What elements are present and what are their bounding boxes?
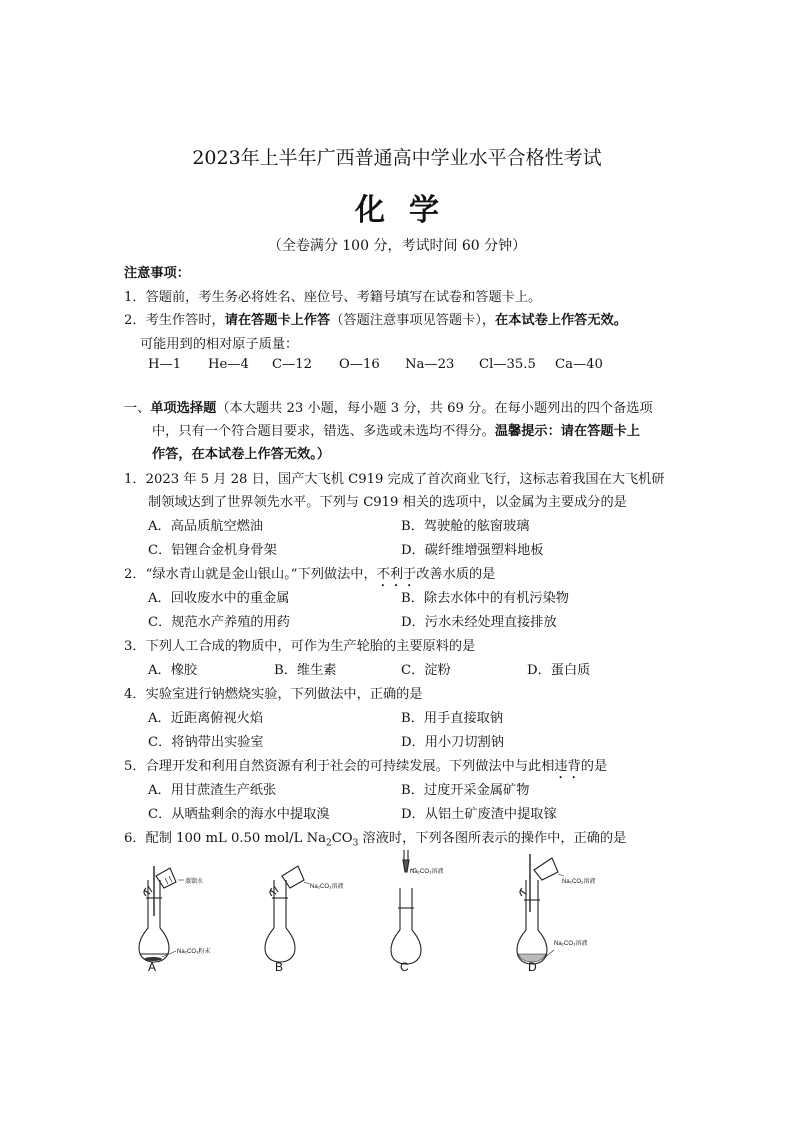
q1-stem-line1: 1．2023 年 5 月 28 日，国产大飞机 C919 完成了首次商业飞行，这标志着我国在大飞机研 — [124, 472, 665, 487]
section1-desc: （本大题共 23 小题，每小题 3 分，共 69 分。在每小题列出的四个备选项 — [216, 401, 653, 416]
section1-heading: 单项选择题 — [150, 401, 217, 416]
q5-stem — [124, 755, 607, 782]
figure-c-label-solution: Na₂CO₃溶液 — [410, 869, 444, 875]
section1-line1 — [124, 397, 653, 416]
q2-option-a: A．回收废水中的重金属 — [148, 591, 290, 606]
q1-option-a: A．高品质航空燃油 — [148, 519, 264, 534]
figure-d-label-solution-bottom: Na₂CO₃溶液 — [554, 941, 588, 947]
figure-b-label-solution: Na₂CO₃溶液 — [310, 884, 344, 890]
figure-a-label-water: 蒸馏水 — [185, 879, 204, 885]
q5-stem-emphasis: 违背 — [554, 759, 581, 774]
figure-b-flask-diagram — [258, 858, 358, 976]
exam-subtitle: （全卷满分 100 分，考试时间 60 分钟） — [267, 238, 527, 254]
figure-d-label-solution-top: Na₂CO₃溶液 — [562, 879, 596, 885]
q3-option-a: A．橡胶 — [148, 663, 198, 678]
q6-stem-b: CO — [331, 831, 353, 846]
figure-a-label-powder: Na₂CO₃粉末 — [177, 949, 211, 955]
section1-number: 一、 — [124, 401, 151, 416]
q6-stem-sub3: 3 — [352, 838, 359, 849]
q2-option-d: D．污水未经处理直接排放 — [401, 615, 557, 630]
atomic-mass-c: C—12 — [272, 357, 313, 372]
notice-item-2-d: 在本试卷上作答无效。 — [495, 313, 627, 328]
q1-option-b: B．驾驶舱的舷窗玻璃 — [401, 519, 530, 534]
atomic-mass-o: O—16 — [339, 357, 380, 372]
q2-stem — [124, 563, 495, 590]
q6-stem — [124, 827, 626, 849]
atomic-mass-h: H—1 — [148, 357, 182, 372]
q6-stem-a: 6．配制 100 mL 0.50 mol/L Na — [124, 831, 326, 846]
notice-heading: 注意事项： — [124, 266, 190, 281]
q4-option-d: D．用小刀切割钠 — [401, 735, 504, 750]
notice-item-2-b: 请在答题卡上作答 — [224, 313, 331, 328]
q3-stem: 3．下列人工合成的物质中，可作为生产轮胎的主要原料的是 — [124, 639, 476, 654]
q5-option-c: C．从晒盐剩余的海水中提取溴 — [148, 807, 330, 822]
exam-title: 2023年上半年广西普通高中学业水平合格性考试 — [192, 147, 602, 169]
figure-d-caption: D — [528, 960, 537, 974]
section1-line2 — [152, 420, 640, 439]
q4-stem: 4．实验室进行钠燃烧实验，下列做法中，正确的是 — [124, 687, 423, 702]
q4-option-c: C．将钠带出实验室 — [148, 735, 264, 750]
q4-option-b: B．用手直接取钠 — [401, 711, 504, 726]
q1-option-d: D．碳纤维增强塑料地板 — [401, 543, 544, 558]
q5-stem-a: 5．合理开发和利用自然资源有利于社会的可持续发展。下列做法中与此相 — [124, 759, 555, 774]
notice-item-1: 1．答题前，考生务必将姓名、座位号、考籍号填写在试卷和答题卡上。 — [124, 290, 542, 305]
section1-line3: 作答，在本试卷上作答无效。） — [152, 447, 331, 462]
figure-d-flask-diagram — [512, 850, 612, 976]
q1-stem-line2: 制领域达到了世界领先水平。下列与 C919 相关的选项中，以金属为主要成分的是 — [148, 495, 627, 510]
q5-option-b: B．过度开采金属矿物 — [401, 783, 530, 798]
q1-option-c: C．铝锂合金机身骨架 — [148, 543, 277, 558]
section1-tip: 温馨提示：请在答题卡上 — [494, 424, 640, 439]
q6-stem-c: 溶液时，下列各图所表示的操作中，正确的是 — [358, 831, 627, 846]
q5-option-d: D．从铝土矿废渣中提取镓 — [401, 807, 557, 822]
subject-title: 化学 — [355, 193, 463, 228]
notice-item-2-a: 2．考生作答时， — [124, 313, 225, 328]
q2-stem-emphasis: 不利于 — [376, 567, 417, 582]
q3-option-b: B．维生素 — [274, 663, 337, 678]
q5-option-a: A．用甘蔗渣生产纸张 — [148, 783, 277, 798]
section1-rule: 中，只有一个符合题目要求，错选、多选或未选均不得分。 — [152, 424, 495, 439]
q5-stem-b: 的是 — [580, 759, 608, 774]
atomic-mass-label: 可能用到的相对原子质量： — [140, 337, 299, 352]
atomic-mass-na: Na—23 — [405, 357, 455, 372]
figure-a-caption: A — [148, 960, 157, 974]
q2-stem-b: 改善水质的是 — [416, 567, 496, 582]
q6-stem-sub2: 2 — [325, 838, 332, 849]
figure-c-caption: C — [400, 960, 409, 974]
q2-option-c: C．规范水产养殖的用药 — [148, 615, 290, 630]
q3-option-d: D．蛋白质 — [527, 663, 591, 678]
notice-item-2-c: （答题注意事项见答题卡）， — [330, 313, 496, 328]
q2-stem-a: 2．“绿水青山就是金山银山。”下列做法中， — [124, 567, 377, 582]
q4-option-a: A．近距离俯视火焰 — [148, 711, 264, 726]
notice-item-2 — [124, 309, 627, 328]
q3-option-c: C．淀粉 — [401, 663, 451, 678]
atomic-mass-he: He—4 — [208, 357, 249, 372]
atomic-mass-ca: Ca—40 — [555, 357, 603, 372]
figure-b-caption: B — [275, 960, 284, 974]
figure-a-flask-diagram — [132, 858, 232, 976]
atomic-mass-cl: Cl—35.5 — [479, 357, 536, 372]
q2-option-b: B．除去水体中的有机污染物 — [401, 591, 569, 606]
